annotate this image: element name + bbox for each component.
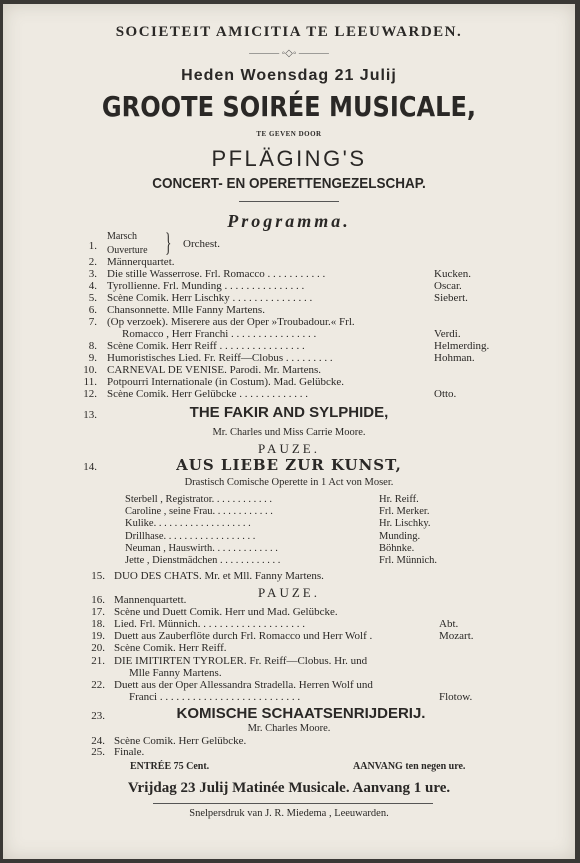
- cast-actor: Munding.: [379, 531, 421, 542]
- item-text: Duett aus Zauberflöte durch Frl. Romacco und Herr Wolf .: [114, 630, 373, 642]
- cast-role: Kulike. . . . . . . . . . . . . . . . . . .: [125, 518, 251, 529]
- item-text: Duett aus der Oper Allessandra Stradella. Herren Wolf und: [114, 679, 373, 691]
- matinee-line: Vrijdag 23 Julij Matinée Musicale. Aanvang 1 ure.: [127, 780, 451, 796]
- date-line: Heden Woensdag 21 Julij: [181, 67, 397, 84]
- item-14-title: AUS LIEBE ZUR KUNST,: [176, 456, 402, 474]
- item-number: 9.: [88, 352, 97, 364]
- composer-name: Otto.: [434, 388, 457, 400]
- item-number: 19.: [91, 630, 105, 642]
- composer-name: Mozart.: [439, 630, 474, 642]
- item-13-title: THE FAKIR AND SYLPHIDE,: [189, 404, 389, 421]
- cast-actor: Hr. Reiff.: [379, 494, 419, 505]
- playbill-sheet: [3, 4, 575, 859]
- cast-actor: Böhnke.: [379, 543, 415, 554]
- item-text: Tyrollienne. Frl. Munding . . . . . . . . . . . . . . .: [107, 280, 305, 292]
- pauze-2: PAUZE.: [258, 585, 320, 600]
- item-text: (Op verzoek). Miserere aus der Oper »Troubadour.« Frl.: [107, 316, 355, 328]
- pauze-1: PAUZE.: [258, 441, 320, 456]
- cast-role: Neuman , Hauswirth. . . . . . . . . . . . .: [125, 543, 278, 554]
- composer-name: Siebert.: [434, 292, 468, 304]
- item-number: 18.: [91, 618, 105, 630]
- item-13-performers: Mr. Charles und Miss Carrie Moore.: [212, 427, 366, 438]
- composer-name: Hohman.: [434, 352, 475, 364]
- item-number: 1.: [88, 240, 97, 252]
- item-23-number: 23.: [91, 710, 105, 722]
- item-text: Potpourri Internationale (in Costum). Mad. Gelübcke.: [107, 376, 345, 388]
- item-15-text: DUO DES CHATS. Mr. et Mll. Fanny Martens.: [114, 570, 324, 582]
- cast-role: Sterbell , Registrator. . . . . . . . . . . .: [125, 494, 272, 505]
- item-23-title: KOMISCHE SCHAATSENRIJDERIJ.: [176, 705, 426, 722]
- item-14-number: 14.: [83, 461, 97, 473]
- composer-name: Kucken.: [434, 268, 471, 280]
- printer-credit: Snelpersdruk van J. R. Miedema , Leeuwarden.: [189, 808, 389, 819]
- item-number: 24.: [91, 735, 105, 747]
- item-text: Franci . . . . . . . . . . . . . . . . . . . . . . . . . .: [129, 691, 301, 703]
- item-text: Mannenquartett.: [114, 594, 187, 606]
- composer-name: Flotow.: [439, 691, 473, 703]
- composer-name: Verdi.: [434, 328, 461, 340]
- item-number: 8.: [88, 340, 97, 352]
- item-number: 16.: [91, 594, 105, 606]
- item-number: 25.: [91, 746, 105, 758]
- item-number: 20.: [91, 642, 105, 654]
- cast-role: Drillhase. . . . . . . . . . . . . . . . . .: [125, 531, 256, 542]
- item-number: 21.: [91, 655, 105, 667]
- item-number: 12.: [83, 388, 97, 400]
- item-number: 11.: [83, 376, 97, 388]
- item-number: 6.: [88, 304, 97, 316]
- item-number: 7.: [88, 316, 97, 328]
- aanvang-time: AANVANG ten negen ure.: [353, 761, 466, 772]
- item-number: 10.: [83, 364, 97, 376]
- programma-heading: Programma.: [227, 211, 351, 231]
- item-number: 5.: [88, 292, 97, 304]
- item-text: Scène und Duett Comik. Herr und Mad. Gelübcke.: [114, 606, 338, 618]
- item-text: Männerquartet.: [107, 256, 175, 268]
- item-text: Scène Comik. Herr Reiff . . . . . . . . . . . . . . . .: [107, 340, 305, 352]
- entree-price: ENTRÉE 75 Cent.: [130, 761, 210, 772]
- item-13-number: 13.: [83, 409, 97, 421]
- item-text: Lied. Frl. Münnich. . . . . . . . . . . . . . . . . . . .: [114, 618, 305, 630]
- item-1-performer: Orchest.: [183, 238, 220, 250]
- item-text: DIE IMITIRTEN TYROLER. Fr. Reiff—Clobus. Hr. und: [114, 655, 368, 667]
- item-text: Scène Comik. Herr Reiff.: [114, 642, 227, 654]
- footer-rule: [153, 803, 433, 804]
- cast-actor: Frl. Merker.: [379, 506, 430, 517]
- item-text: Finale.: [114, 746, 145, 758]
- item-text: Scène Comik. Herr Gelübcke.: [114, 735, 247, 747]
- item-text: Mlle Fanny Martens.: [129, 667, 222, 679]
- item-text: Scène Comik. Herr Gelübcke . . . . . . . . . . . . .: [107, 388, 309, 400]
- item-14-subtitle: Drastisch Comische Operette in 1 Act von Moser.: [184, 477, 394, 488]
- item-number: 2.: [88, 256, 97, 268]
- composer-name: Abt.: [439, 618, 459, 630]
- item-number: 17.: [91, 606, 105, 618]
- item-number: 4.: [88, 280, 97, 292]
- te-geven-door: TE GEVEN DOOR: [256, 130, 322, 138]
- company-name: PFLÄGING'S: [211, 146, 367, 171]
- composer-name: Helmerding.: [434, 340, 490, 352]
- society-name: SOCIETEIT AMICITIA TE LEEUWARDEN.: [115, 24, 463, 40]
- company-subtitle: CONCERT- EN OPERETTENGEZELSCHAP.: [152, 175, 426, 192]
- composer-name: Oscar.: [434, 280, 462, 292]
- item-23-performer: Mr. Charles Moore.: [247, 723, 331, 734]
- item-1-ouverture: Ouverture: [107, 245, 148, 256]
- item-15-number: 15.: [91, 570, 105, 582]
- cast-role: Caroline , seine Frau. . . . . . . . . . . .: [125, 506, 273, 517]
- item-number: 3.: [88, 268, 97, 280]
- event-title: GROOTE SOIRÉE MUSICALE,: [101, 90, 477, 123]
- item-text: Die stille Wasserrose. Frl. Romacco . . . . . . . . . . .: [107, 268, 326, 280]
- item-text: Humoristisches Lied. Fr. Reiff—Clobus . . . . . . . . .: [107, 352, 333, 364]
- item-text: Chansonnette. Mlle Fanny Martens.: [107, 304, 265, 316]
- item-text: CARNEVAL DE VENISE. Parodi. Mr. Martens.: [107, 364, 321, 376]
- item-text: Scène Comik. Herr Lischky . . . . . . . . . . . . . . .: [107, 292, 313, 304]
- header-ornament: ——— ◦◇◦ ———: [249, 48, 329, 59]
- item-text: Romacco , Herr Franchi . . . . . . . . . . . . . . . .: [122, 328, 317, 340]
- divider-rule: [239, 201, 339, 202]
- cast-actor: Frl. Münnich.: [379, 555, 438, 566]
- cast-role: Jette , Dienstmädchen . . . . . . . . . . . .: [125, 555, 281, 566]
- item-1-marsch: Marsch: [107, 231, 137, 242]
- cast-actor: Hr. Lischky.: [379, 518, 431, 529]
- brace-glyph: }: [165, 228, 172, 257]
- item-number: 22.: [91, 679, 105, 691]
